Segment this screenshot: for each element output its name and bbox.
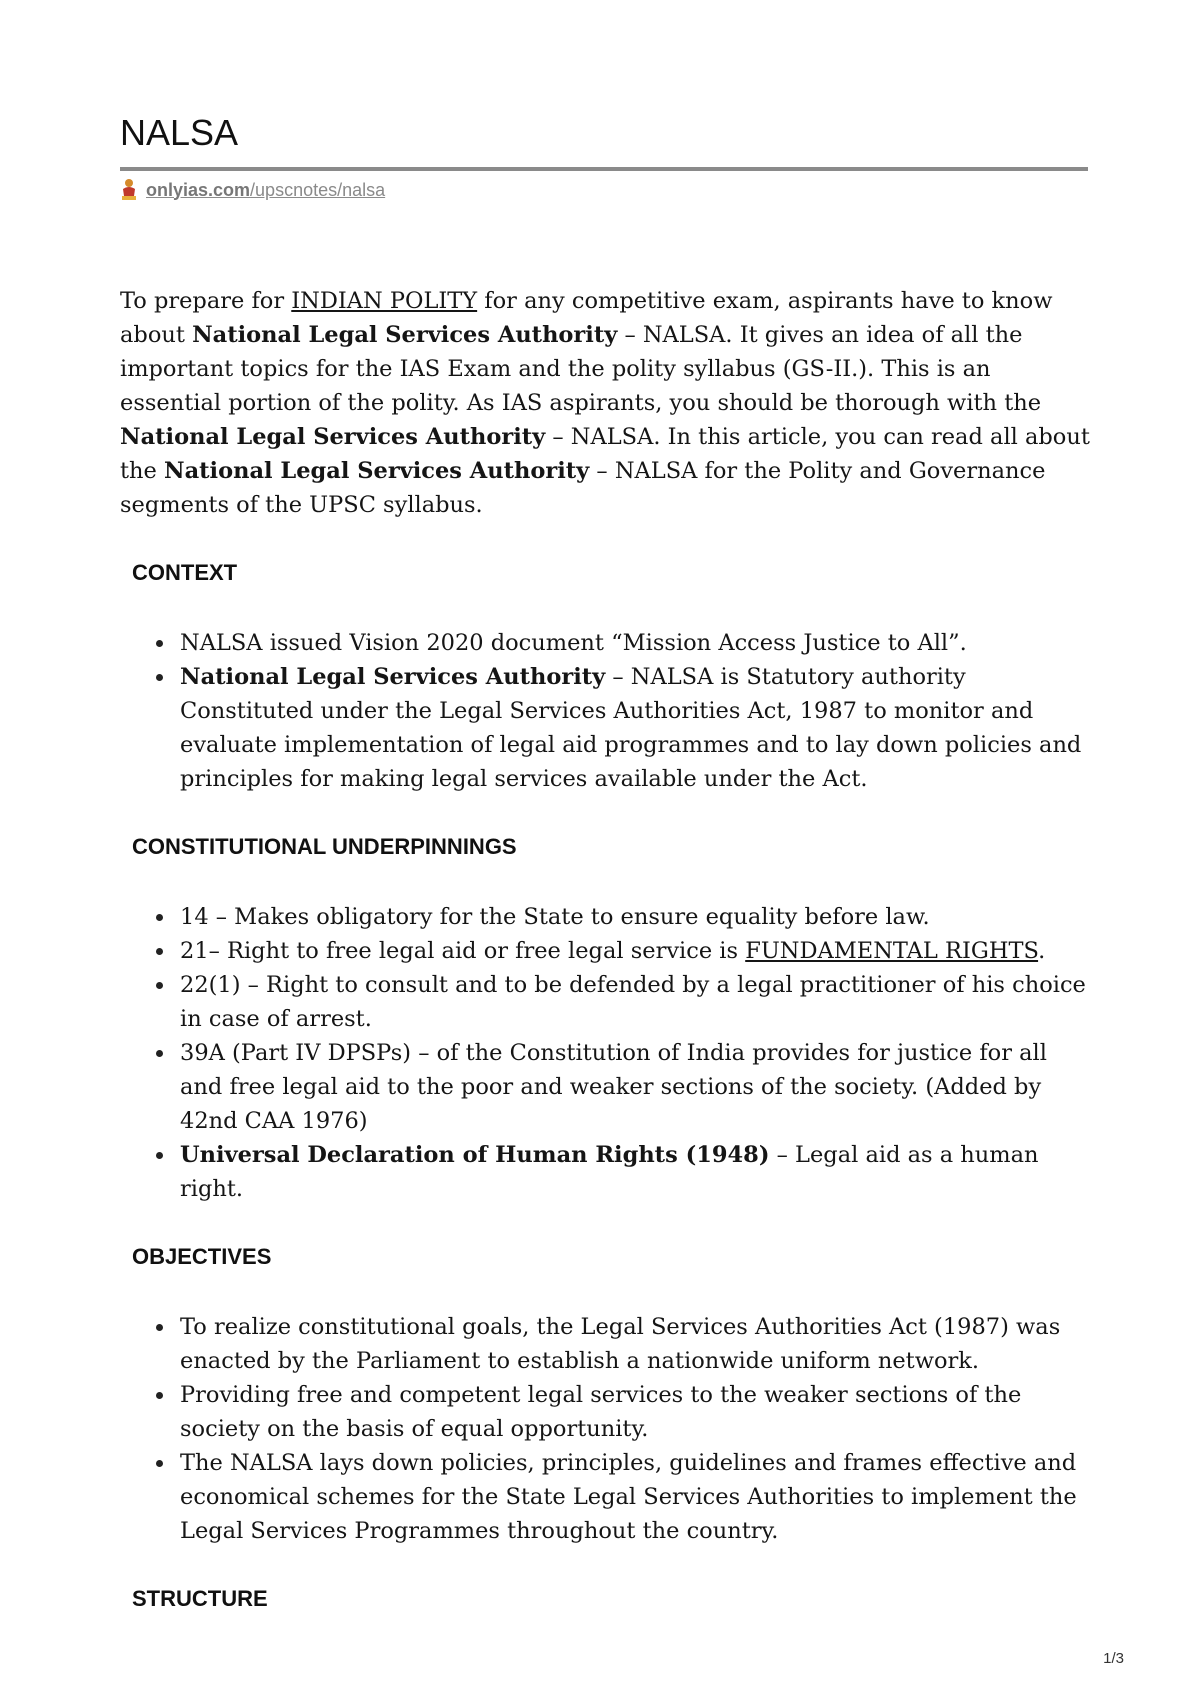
list-item: Providing free and competent legal services to the weaker sections of the society on the basis of equal opportunity.: [180, 1378, 1092, 1446]
fundamental-rights-link[interactable]: FUNDAMENTAL RIGHTS: [745, 938, 1039, 964]
indian-polity-link[interactable]: INDIAN POLITY: [291, 288, 478, 314]
context-list: [120, 626, 1092, 796]
title-divider: [120, 167, 1088, 171]
list-item: Universal Declaration of Human Rights (1948) – Legal aid as a human right.: [180, 1138, 1092, 1206]
source-link-row: [120, 177, 385, 203]
context-heading: CONTEXT: [132, 560, 238, 585]
list-item: 22(1) – Right to consult and to be defended by a legal practitioner of his choice in case of arrest.: [180, 968, 1092, 1036]
constitutional-list: [120, 900, 1092, 1206]
intro-paragraph: To prepare for INDIAN POLITY for any competitive exam, aspirants have to know about National Legal Services Authority – NALSA. It gives an idea of all the important topics for the IAS Exam and the polity syllabus (GS-II.). This is an essential portion of the polity. As IAS aspirants, you should be thorough with the National Legal Services Authority – NALSA. In this article, you can read all about the National Legal Services Authority – NALSA for the Polity and Governance segments of the UPSC syllabus.: [120, 288, 1090, 518]
list-item: 21– Right to free legal aid or free legal service is FUNDAMENTAL RIGHTS.: [180, 934, 1092, 968]
source-domain: onlyias.com: [146, 179, 251, 200]
list-item: To realize constitutional goals, the Legal Services Authorities Act (1987) was enacted by the Parliament to establish a nationwide uniform network.: [180, 1310, 1092, 1378]
constitutional-heading: CONSTITUTIONAL UNDERPINNINGS: [132, 834, 517, 859]
list-item: NALSA issued Vision 2020 document “Mission Access Justice to All”.: [180, 626, 1092, 660]
article-body: [120, 284, 1092, 1616]
list-item: 14 – Makes obligatory for the State to ensure equality before law.: [180, 900, 1092, 934]
structure-heading: STRUCTURE: [132, 1586, 268, 1611]
objectives-heading: OBJECTIVES: [132, 1244, 272, 1269]
objectives-list: [120, 1310, 1092, 1548]
list-item: 39A (Part IV DPSPs) – of the Constitution of India provides for justice for all and free legal aid to the poor and weaker sections of the society. (Added by 42nd CAA 1976): [180, 1036, 1092, 1138]
source-path: /upscnotes/nalsa: [250, 179, 386, 200]
page-number: 1/3: [1103, 1650, 1124, 1667]
list-item: The NALSA lays down policies, principles, guidelines and frames effective and economical schemes for the State Legal Services Authorities to implement the Legal Services Programmes throughout the country.: [180, 1446, 1092, 1548]
list-item: National Legal Services Authority – NALSA is Statutory authority Constituted under the Legal Services Authorities Act, 1987 to monitor and evaluate implementation of legal aid programmes and to lay down policies and principles for making legal services available under the Act.: [180, 660, 1092, 796]
page-title: NALSA: [120, 112, 239, 153]
source-url-link[interactable]: [146, 180, 385, 201]
site-logo-icon: [120, 178, 138, 202]
